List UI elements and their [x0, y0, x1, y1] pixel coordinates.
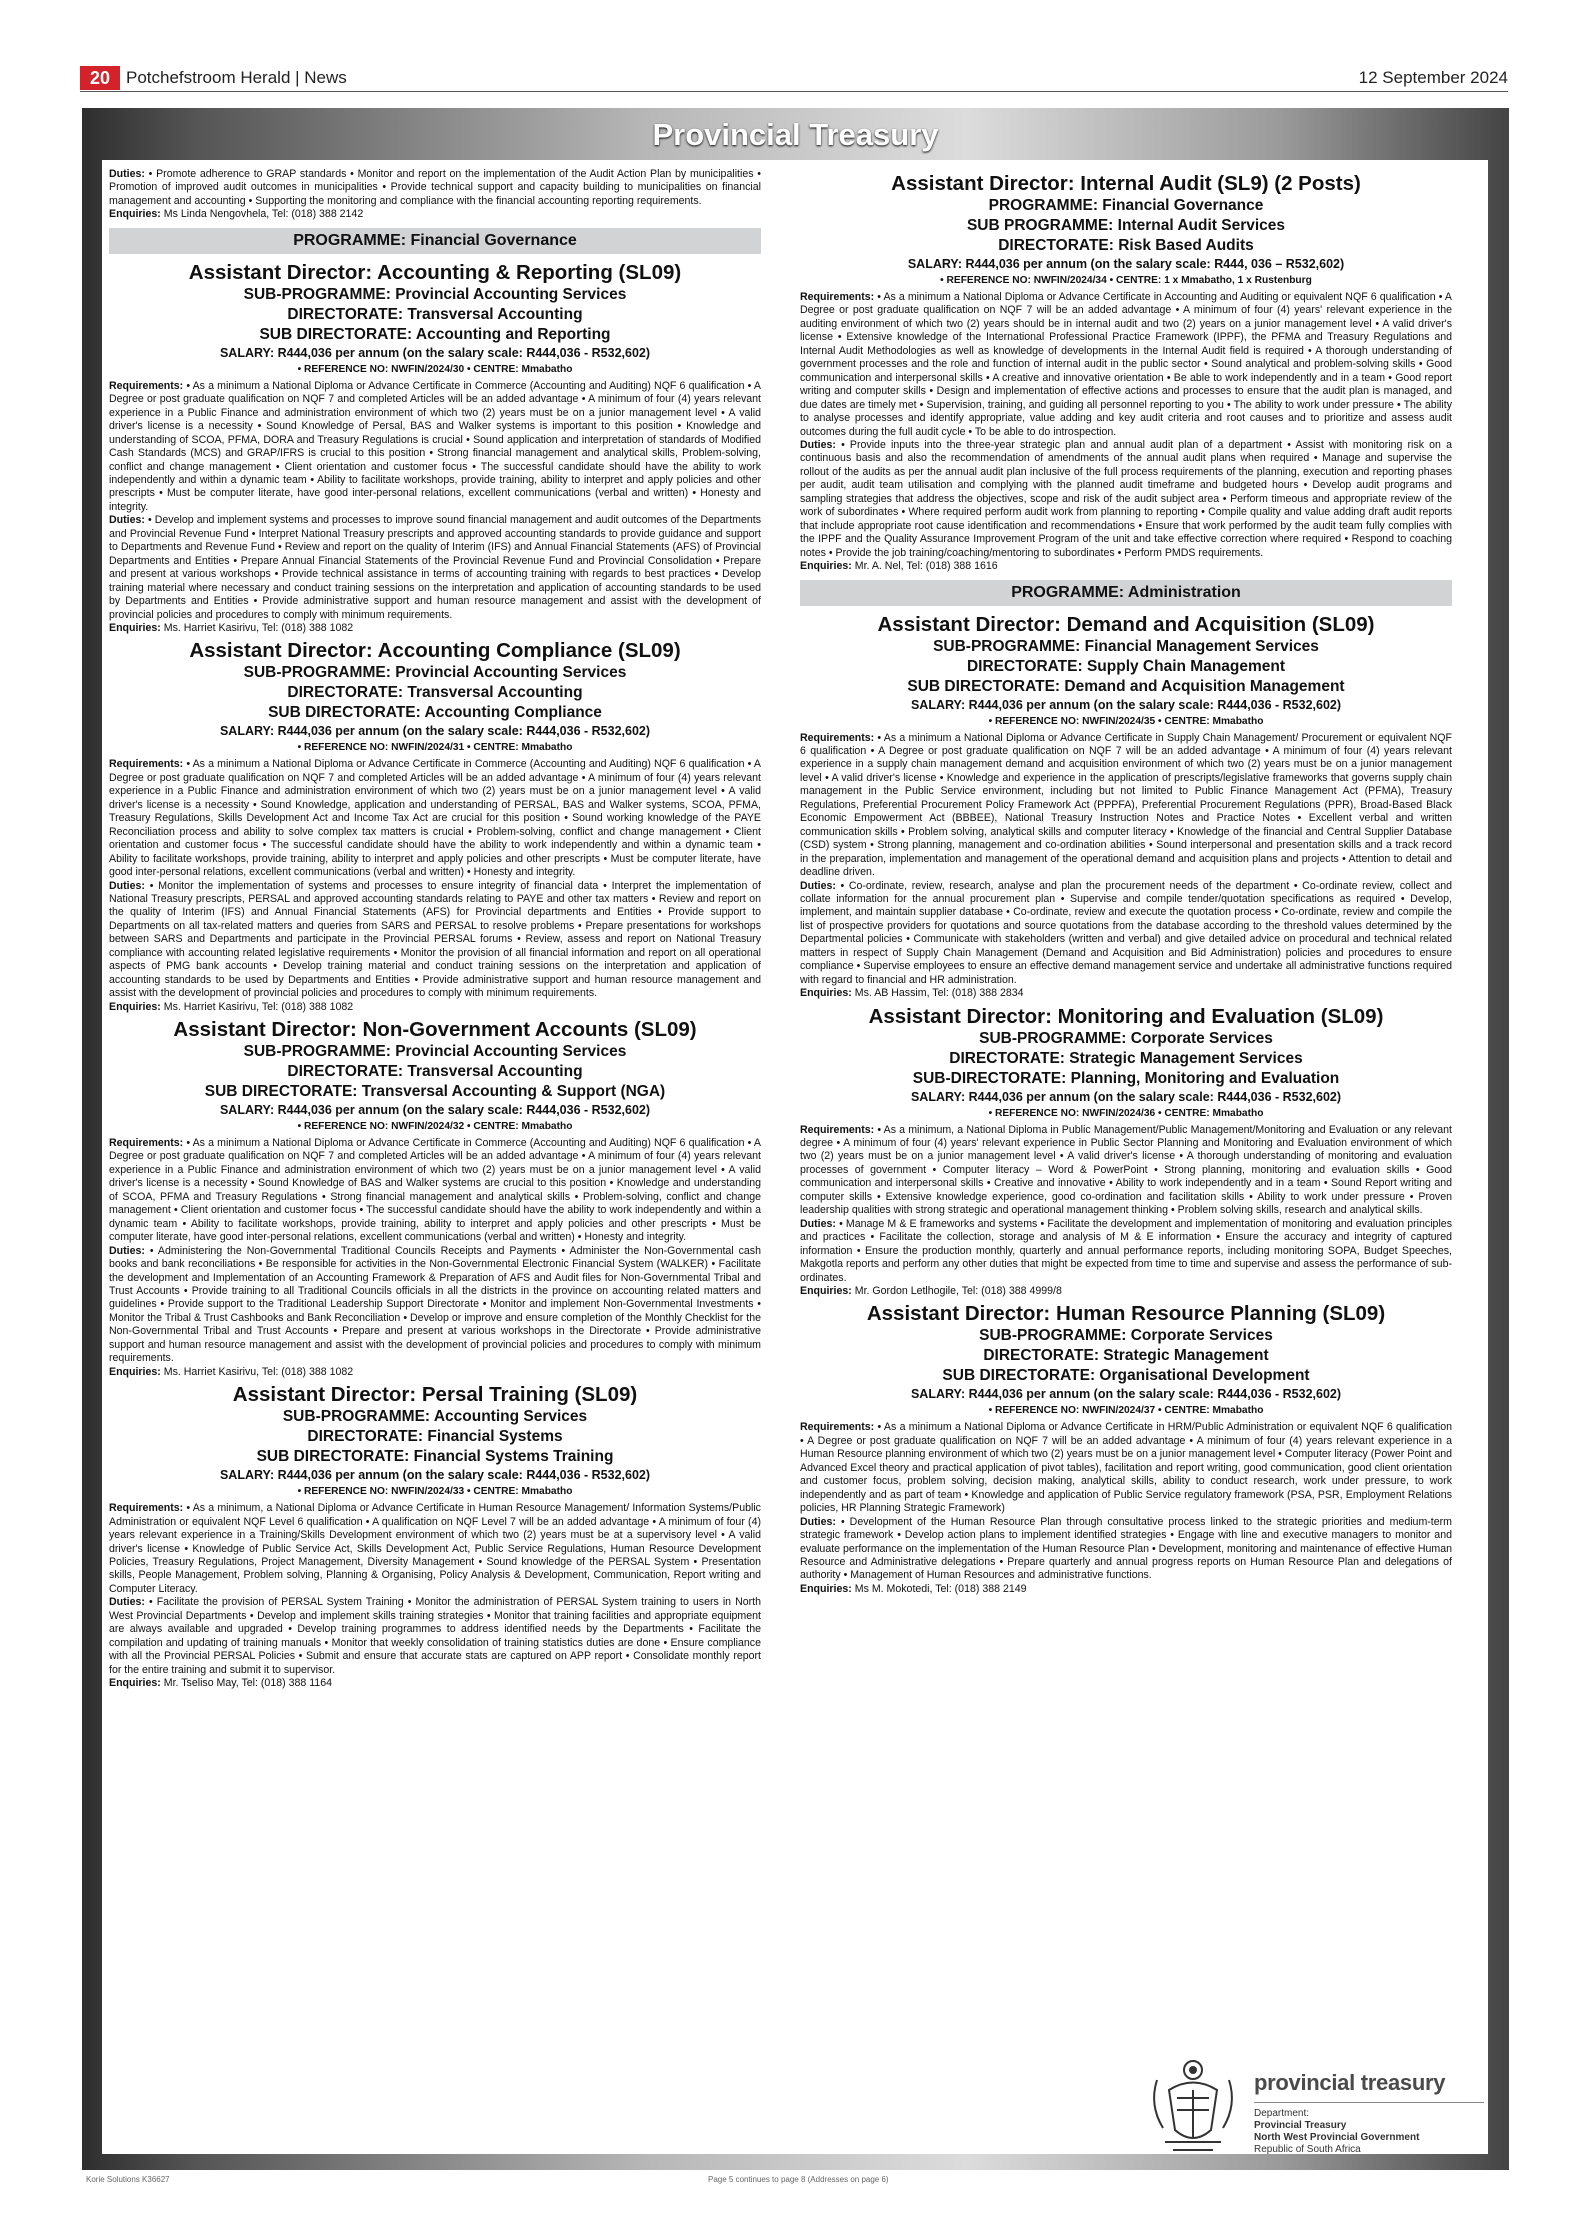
post-reference: • REFERENCE NO: NWFIN/2024/31 • CENTRE: Mmabatho — [297, 742, 573, 754]
post-title: Assistant Director: Internal Audit (SL9) (2 Posts) — [891, 172, 1361, 195]
duties-text-text: • Facilitate the provision of PERSAL System Training • Monitor the administration of PERSAL System training to users in North West Provincial Departments • Develop and implement skills training strategies • Monitor that training facilities and appropriate equipment are always available and upgraded • Develop training programmes to address identified needs by the Departments • Facilitate the compilation and updating of training manuals • Monitor that weekly consolidation of training statistics duties are done • Ensure compliance with all the Provincial PERSAL Policies • Submit and ensure that accurate stats are captured on APP report • Consolidate monthly report for the entire training and submit it to supervisor. — [109, 1596, 761, 1676]
post-directorate: DIRECTORATE: Transversal Accounting — [287, 305, 583, 323]
enquiries-text — [800, 1583, 1452, 1596]
enquiries-text — [109, 622, 761, 635]
enquiries-text-text: Mr. Gordon Letlhogile, Tel: (018) 388 4999/8 — [854, 1285, 1062, 1298]
duties-text-label: Duties: — [109, 879, 145, 892]
requirements-text — [800, 732, 1452, 880]
post-directorate: DIRECTORATE: Transversal Accounting — [287, 1063, 583, 1081]
enquiries-text — [109, 1001, 761, 1014]
enquiries-text-text: Ms. AB Hassim, Tel: (018) 388 2834 — [854, 987, 1024, 1000]
requirements-text — [109, 1137, 761, 1245]
requirements-text — [109, 758, 761, 879]
enquiries-text — [800, 987, 1452, 1000]
enquiries-text-text: Ms Linda Nengovhela, Tel: (018) 388 2142 — [163, 208, 364, 221]
duties-text-label: Duties: — [800, 879, 836, 892]
requirements-text-label: Requirements: — [800, 1421, 875, 1434]
logo-title: provincial treasury — [1254, 2070, 1446, 2095]
duties-text-label: Duties: — [109, 1244, 145, 1257]
requirements-text — [109, 1502, 761, 1596]
duties-text-label: Duties: — [109, 514, 145, 527]
duties-text-label: Duties: — [800, 438, 836, 451]
treasury-logo — [1139, 2050, 1509, 2158]
post-reference: • REFERENCE NO: NWFIN/2024/36 • CENTRE: Mmabatho — [988, 1107, 1264, 1119]
enquiries-text-label: Enquiries: — [800, 987, 852, 1000]
requirements-text-text: • As a minimum, a National Diploma or Advance Certificate in Human Resource Management/ Information Systems/Public Administration or equivalent NQF Level 6 qualification • A qualification on NQF Level 7 will be an added advantage • A minimum of four (4) years relevant experience in a Training/Skills Development environment of which two (2) years must be at a supervisory level • A valid driver's license • Knowledge of Public Service Act, Skills Development Act, Public Service Regulations, Human Resource Development Policies, Treasury Regulations, Project Management, Diversity Management • Sound knowledge of the PERSAL System • Presentation skills, People Management, Problem solving, Planning & Organising, Policy Analysis & Development, Communication, Report writing and Computer Literacy. — [109, 1502, 761, 1595]
enquiries-text — [800, 1285, 1452, 1298]
post-title: Assistant Director: Accounting & Reporting (SL09) — [188, 260, 682, 284]
enquiries-text — [800, 560, 1452, 573]
enquiries-text-text: Ms. Harriet Kasirivu, Tel: (018) 388 1082 — [163, 1000, 354, 1013]
requirements-text-text: • As a minimum a National Diploma or Advance Certificate in Commerce (Accounting and Auditing) NQF 6 qualification • A Degree or post graduate qualification on NQF 7 and completed Articles will be an added advantage • A minimum of four (4) years relevant experience in a Public Finance and administration environment of which two (2) years must be on a junior management level • A valid driver's license is a necessity • Sound Knowledge of Persal, BAS and Walker systems is important to this position • Knowledge and understanding of SCOA, PFMA, DORA and Treasury Regulations is crucial • Sound application and interpretation of standards of Modified Cash Standards (MCS) and GRAP/IFRS is crucial to this position • Strong financial management and analytical skills, Problem-solving, conflict and change management • Client orientation and customer focus • The successful candidate should have the ability to work independently and within a dynamic team • Ability to facilitate workshops, provide training, ability to interpret and apply policies and other prescripts • Must be computer literate, have good inter-personal relations, excellent communications (verbal and written) • Honesty and integrity. — [109, 379, 761, 513]
duties-text — [800, 880, 1452, 988]
enquiries-text-label: Enquiries: — [109, 1365, 161, 1378]
enquiries-text — [109, 1366, 761, 1379]
duties-text-text: • Development of the Human Resource Plan through consultative process linked to the strategic priorities and medium-term strategic framework • Develop action plans to implement identified strategies • Engage with line and executive managers to monitor and evaluate performance on the implementation of the Human Resource Plan • Development, monitoring and maintenance of effective Human Resource and Administrative delegations • Prepare quarterly and annual progress reports on Human Resource Plan and delegations of authority • Management of Human Resources and administrative functions. — [800, 1515, 1452, 1582]
footer-credit: Korie Solutions K36627 — [86, 2175, 170, 2184]
post-directorate: DIRECTORATE: Strategic Management — [983, 1347, 1269, 1365]
issue-date: 12 September 2024 — [1358, 68, 1508, 87]
post-salary: SALARY: R444,036 per annum (on the salary scale: R444,036 - R532,602) — [910, 1089, 1342, 1104]
post-reference: • REFERENCE NO: NWFIN/2024/33 • CENTRE: Mmabatho — [297, 1486, 573, 1498]
coat-of-arms-icon — [1139, 2050, 1247, 2158]
post-directorate: SUB-PROGRAMME: Financial Management Services — [933, 637, 1319, 655]
post-salary: SALARY: R444,036 per annum (on the salary scale: R444, 036 – R532,602) — [907, 257, 1345, 271]
requirements-text-label: Requirements: — [800, 1123, 875, 1136]
enquiries-text-label: Enquiries: — [800, 560, 852, 573]
duties-text-text: • Monitor the implementation of systems and processes to ensure integrity of financial data • Interpret the implementation of National Treasury prescripts, PERSAL and approved accounting standards relating to PAYE and other tax matters • Review and report on the quality of Interim (IFS) and Annual Financial Statements (AFS) for Provincial departments and Entities • Provide support to Departments on all tax-related matters and queries from SARS and PERSAL to resolve problems • Prepare presentations for workshops between SARS and Departments and participate in the Provincial PERSAL forums • Review, assess and report on National Treasury compliance with accounting related legislative requirements • Monitor the provision of all financial information and report on all operational aspects of PMG bank accounts • Develop training material and conduct training sessions on the interpretation and application of accounting standards to be used by Departments and Entities • Provide administrative support and human resource management and assist with the development of provincial policies and procedures to comply with minimum requirements. — [109, 879, 761, 1000]
requirements-text-text: • As a minimum a National Diploma or Advance Certificate in Supply Chain Management/ Procurement or equivalent NQF 6 qualification • A Degree or post graduate qualification on NQF 7 will be an added advantage • A minimum of four (4) years relevant experience in a supply chain management demand and acquisition environment of which two (2) years must be on a junior management level • A valid driver's license • Knowledge and experience in the application of prescripts/legislative frameworks that governs supply chain management in the Public Service environment, including but not limited to Public Finance Management Act (PFMA), Treasury Regulations, Preferential Procurement Policy Framework Act (PPPFA), Preferential Procurement Regulations (PPR), Broad-Based Black Economic Empowerment Act (BBBEE), National Treasury Instruction Notes and Practice Notes • Excellent verbal and written communication skills • Problem solving, analytical skills and computer literacy • Knowledge of the financial and Central Supplier Database (CSD) system • Strong planning, management and co-ordination abilities • Sound interpersonal and presentation skills and a track record in the preparation, implementation and management of the operational demand and acquisition plans and projects • Attention to detail and deadline driven. — [800, 731, 1452, 879]
post-title: Assistant Director: Accounting Compliance (SL09) — [189, 639, 681, 663]
post-reference: • REFERENCE NO: NWFIN/2024/37 • CENTRE: Mmabatho — [988, 1405, 1264, 1417]
masthead — [80, 66, 1508, 92]
post-title: Assistant Director: Human Resource Planning (SL09) — [866, 1302, 1386, 1326]
post-directorate: SUB PROGRAMME: Internal Audit Services — [966, 217, 1286, 234]
post-directorate: SUB-DIRECTORATE: Planning, Monitoring and Evaluation — [912, 1069, 1340, 1087]
post-reference: • REFERENCE NO: NWFIN/2024/34 • CENTRE: 1 x Mmabatho, 1 x Rustenburg — [940, 275, 1312, 286]
enquiries-text — [109, 208, 761, 221]
post-directorate: DIRECTORATE: Transversal Accounting — [287, 684, 583, 702]
duties-text — [109, 1596, 761, 1677]
duties-text — [800, 439, 1452, 560]
post-directorate: SUB-PROGRAMME: Corporate Services — [979, 1029, 1273, 1047]
duties-text — [109, 1245, 761, 1366]
page-number: 20 — [80, 66, 120, 90]
duties-text-text: • Provide inputs into the three-year strategic plan and annual audit plan of a department • Assist with monitoring risk on a continuous basis and also the recommendation of amendments of the annual audit plans when required • Manage and supervise the rollout of the audits as per the annual audit plan inclusive of the full process requirements of the planning, execution and reporting phases per audit, audit team utilisation and complying with the planned audit timeframe and budgeted hours • Develop audit programs and sampling strategies that address the objectives, scope and risk of the audit subject area • Perform timeous and appropriate review of the work of subordinates • Where required perform audit work from planning to reporting • Compile quality and value adding draft audit reports that include appropriate root cause identification and recommendations • Ensure that work performed by the audit team fully complies with the IPPF and the Quality Assurance Improvement Program of the unit and take effective correction where required • Respond to coaching notes • Provide the job training/coaching/mentoring to subordinates • Perform PMDS requirements. — [800, 438, 1452, 559]
left-column — [109, 168, 761, 1691]
post-reference: • REFERENCE NO: NWFIN/2024/32 • CENTRE: Mmabatho — [297, 1121, 573, 1133]
requirements-text — [800, 1421, 1452, 1515]
duties-text-text: • Promote adherence to GRAP standards • Monitor and report on the implementation of the Audit Action Plan by municipalities • Promotion of improved audit outcomes in municipalities • Provide technical support and capacity building to municipalities on financial management and accounting • Supporting the monitoring and compliance with the financial accounting reporting requirements. — [109, 168, 761, 207]
duties-text-text: • Develop and implement systems and processes to improve sound financial management and audit outcomes of the Departments and Provincial Revenue Fund • Interpret National Treasury prescripts and approved accounting standards to provide guidance and support to Departments and Revenue Fund • Review and report on the quality of Interim (IFS) and Annual Financial Statements (AFS) of Provincial Departments and Entities • Prepare Annual Financial Statements of the Provincial Revenue Fund and Provincial Consolidation • Prepare and present at various workshops • Provide technical assistance in terms of accounting training with regards to best practices • Develop training material where necessary and conduct training sessions on the interpretation and application of accounting standards to be used by Departments and Entities • Provide administrative support and human resource management and assist with the development of provincial policies and procedures to comply with minimum requirements. — [109, 514, 761, 621]
post-directorate: SUB DIRECTORATE: Demand and Acquisition Management — [907, 677, 1345, 695]
requirements-text — [800, 291, 1452, 439]
post-directorate: DIRECTORATE: Strategic Management Services — [949, 1049, 1303, 1067]
enquiries-text — [109, 1677, 761, 1690]
enquiries-text-text: Mr. A. Nel, Tel: (018) 388 1616 — [854, 560, 998, 573]
enquiries-text-text: Ms. Harriet Kasirivu, Tel: (018) 388 1082 — [163, 621, 354, 634]
post-directorate: SUB-PROGRAMME: Accounting Services — [282, 1408, 588, 1426]
requirements-text-label: Requirements: — [800, 731, 875, 744]
requirements-text-text: • As a minimum a National Diploma or Advance Certificate in HRM/Public Administration or equivalent NQF 6 qualification • A Degree or post graduate qualification on NQF 7 will be an added advantage • A minimum of four (4) years relevant experience in a Human Resource planning environment of which two (2) years must be on a junior management level • Computer literacy (Power Point and Advanced Excel theory and practical application of pivot tables), facilitation and report writing, good communication, good client orientation and customer focus, problem solving, decision making, analytical skills, ability to conduct research, work under pressure, to work independently and as part of team • Knowledge and application of Public Service regulatory framework (PSA, PSR, Employment Relations policies, HR Planning Strategic Framework) — [800, 1421, 1453, 1515]
post-reference: • REFERENCE NO: NWFIN/2024/30 • CENTRE: Mmabatho — [297, 363, 573, 375]
post-salary: SALARY: R444,036 per annum (on the salary scale: R444,036 - R532,602) — [219, 1103, 651, 1118]
logo-divider — [1254, 2102, 1484, 2103]
post-directorate: SUB DIRECTORATE: Accounting Compliance — [268, 704, 602, 722]
enquiries-text-label: Enquiries: — [800, 1582, 852, 1595]
duties-text-label: Duties: — [109, 1596, 145, 1609]
enquiries-text-text: Ms. Harriet Kasirivu, Tel: (018) 388 1082 — [163, 1365, 354, 1378]
footer-note: Page 5 continues to page 8 (Addresses on page 6) — [708, 2175, 889, 2184]
duties-text-text: • Manage M & E frameworks and systems • Facilitate the development and implementation of monitoring and evaluation principles and practices • Facilitate the collection, storage and analysis of M & E information • Ensure the accuracy and integrity of captured information • Ensure the production monthly, quarterly and annual performance reports, including monitoring SOPA, Budget Speeches, Makgotla reports and perform any other duties that might be expected from time to time and supervise and assess the performance of sub-ordinates. — [800, 1217, 1452, 1284]
enquiries-text-label: Enquiries: — [109, 1677, 161, 1690]
logo-line: Department: — [1254, 2108, 1310, 2119]
duties-text — [800, 1218, 1452, 1285]
programme-heading: PROGRAMME: Administration — [800, 580, 1452, 606]
duties-text — [800, 1516, 1452, 1583]
post-directorate: SUB-PROGRAMME: Provincial Accounting Services — [243, 664, 627, 682]
requirements-text-label: Requirements: — [109, 758, 184, 771]
post-directorate: SUB-PROGRAMME: Provincial Accounting Services — [243, 285, 627, 303]
requirements-text-text: • As a minimum, a National Diploma in Public Management/Public Management/Monitoring and Evaluation or any relevant degree • A minimum of four (4) years' relevant experience in Public Sector Planning and Monitoring and Evaluation environment of which two (2) years must be on a junior management level • A valid driver's license • A thorough understanding of monitoring and evaluation processes of government • Computer literacy – Word & PowerPoint • Strong planning, monitoring and evaluation skills • Good communication and interpersonal skills • Creative and innovative • Ability to work independently and in a team • Sound Report writing and computer skills • Extensive knowledge experience, good co-ordination and facilitation skills • Ability to work under pressure • Proven leadership qualities with strong strategic and operational management thinking • Problem solving skills, research and analytical skills. — [800, 1123, 1452, 1217]
post-title: Assistant Director: Demand and Acquisition (SL09) — [877, 612, 1375, 636]
post-salary: SALARY: R444,036 per annum (on the salary scale: R444,036 - R532,602) — [910, 1387, 1342, 1402]
enquiries-text-text: Ms M. Mokotedi, Tel: (018) 388 2149 — [854, 1582, 1027, 1595]
post-title: Assistant Director: Monitoring and Evaluation (SL09) — [868, 1004, 1384, 1028]
requirements-text — [800, 1124, 1452, 1218]
post-salary: SALARY: R444,036 per annum (on the salary scale: R444,036 - R532,602) — [219, 345, 651, 360]
requirements-text-label: Requirements: — [800, 291, 875, 303]
requirements-text-label: Requirements: — [109, 379, 184, 392]
post-salary: SALARY: R444,036 per annum (on the salary scale: R444,036 - R532,602) — [219, 724, 651, 739]
logo-line: Provincial Treasury — [1254, 2120, 1347, 2131]
post-reference: • REFERENCE NO: NWFIN/2024/35 • CENTRE: Mmabatho — [988, 715, 1264, 727]
logo-line: Republic of South Africa — [1254, 2144, 1361, 2155]
post-directorate: SUB DIRECTORATE: Accounting and Reporting — [259, 325, 611, 343]
post-directorate: SUB DIRECTORATE: Transversal Accounting & Support (NGA) — [204, 1083, 666, 1101]
post-directorate: PROGRAMME: Financial Governance — [988, 197, 1264, 214]
enquiries-text-label: Enquiries: — [109, 208, 161, 221]
requirements-text-label: Requirements: — [109, 1137, 184, 1150]
post-directorate: DIRECTORATE: Supply Chain Management — [966, 657, 1286, 675]
duties-text — [109, 168, 761, 208]
advert-panel — [102, 160, 1488, 2154]
advert-banner: Provincial Treasury — [652, 117, 939, 152]
duties-text — [109, 880, 761, 1001]
enquiries-text-label: Enquiries: — [800, 1285, 852, 1298]
post-directorate: SUB DIRECTORATE: Organisational Development — [942, 1367, 1310, 1385]
post-salary: SALARY: R444,036 per annum (on the salary scale: R444,036 - R532,602) — [219, 1468, 651, 1483]
duties-text-text: • Administering the Non-Governmental Traditional Councils Receipts and Payments • Administer the Non-Governmental cash books and bank reconciliations • Be responsible for activities in the Non-Governmental Electronic Financial System (WALKER) • Facilitate the development and Implementation of an Accounting Framework & Preparation of AFS and Audit files for Non-Governmental Tribal and Trust Accounts • Provide training to all Traditional Councils officials in all the districts in the province on accounting related matters and guidelines • Provide support to the Traditional Leadership Support Directorate • Monitor and implement Non-Governmental Investments • Monitor the Tribal & Trust Cashbooks and Bank Reconciliation • Develop or improve and ensure completion of the Monthly Checklist for the Non-Governmental Tribal and Trust Accounts • Prepare and present at various workshops in the Directorate • Provide administrative support and human resource management and assist with the development of provincial policies and procedures to comply with minimum requirements. — [109, 1244, 761, 1365]
requirements-text-text: • As a minimum a National Diploma or Advance Certificate in Commerce (Accounting and Auditing) NQF 6 qualification • A Degree or post graduate qualification on NQF 7 and completed Articles will be an added advantage • A minimum of four (4) years relevant experience in a Public Finance and administration environment of which two (2) years must be on a junior management level • A valid driver's license is a necessity • Sound Knowledge, application and understanding of PERSAL, BAS and Walker systems, SCOA, PFMA, Treasury Regulations, Skills Development Act and Income Tax Act are crucial for this position • Sound working knowledge of the PAYE Reconciliation process and ability to solve complex tax matters is crucial • Problem-solving, conflict and change management • Client orientation and customer focus • The successful candidate should have the ability to work independently and within a dynamic team • Ability to facilitate workshops, provide training, ability to interpret and apply policies and other prescripts • Must be computer literate, have good inter-personal relations, excellent communications (verbal and written) • Honesty and integrity. — [109, 758, 761, 879]
post-directorate: DIRECTORATE: Risk Based Audits — [998, 237, 1254, 254]
logo-line: North West Provincial Government — [1254, 2132, 1420, 2143]
duties-text-text: • Co-ordinate, review, research, analyse and plan the procurement needs of the department • Co-ordinate review, collect and collate information for the annual procurement plan • Supervise and compile tender/quotation specifications as required • Develop, implement, and maintain supplier database • Co-ordinate, review and execute the quotation process • Co-ordinate, review and compile the list of prospective providers for quotations and source quotations from the database according to the threshold values determined by the Departmental policies • Communicate with stakeholders (written and verbal) and give detailed advice on procedural and technical related matters in respect of Supply Chain Management (Demand and Acquisition and Bid Administration) policies and procedures to ensure compliance • Supervise employees to ensure an effective demand management service and undertake all administrative functions required with regard to financial and HR administration. — [800, 879, 1452, 986]
enquiries-text-label: Enquiries: — [109, 621, 161, 634]
post-title: Assistant Director: Non-Government Accounts (SL09) — [173, 1018, 697, 1042]
right-column — [800, 168, 1452, 1596]
post-directorate: DIRECTORATE: Financial Systems — [307, 1428, 563, 1446]
programme-heading: PROGRAMME: Financial Governance — [109, 228, 761, 254]
requirements-text-text: • As a minimum a National Diploma or Advance Certificate in Commerce (Accounting and Auditing) NQF 6 qualification • A Degree or post graduate qualification on NQF 7 and completed Articles will be an added advantage • A minimum of four (4) years relevant experience in a Public Finance and administration environment of which two (2) years must be on a junior management level • A valid driver's license is a necessity • Sound Knowledge of BAS and Walker systems are crucial to this position • Knowledge and understanding of SCOA, PFMA and Treasury Regulations • Strong financial management and analytical skills • Problem-solving, conflict and change management • Client orientation and customer focus • The successful candidate should have the ability to work independently and within a dynamic team • Ability to facilitate workshops, provide training, ability to interpret and apply policies and other prescripts • Must be computer literate, have good inter-personal relations, excellent communications (verbal and written) • Honesty and integrity. — [109, 1137, 761, 1244]
publication-name: Potchefstroom Herald | News — [126, 68, 347, 87]
enquiries-text-label: Enquiries: — [109, 1000, 161, 1013]
duties-text-label: Duties: — [109, 168, 145, 180]
requirements-text-text: • As a minimum a National Diploma or Advance Certificate in Accounting and Auditing or equivalent NQF 6 qualification • A Degree or post graduate qualification on NQF 7 will be an added advantage • A minimum of four (4) years' relevant experience in the auditing environment of which two (2) years should be in internal audit and two (2) years on a junior management level • A valid driver's license • Extensive knowledge of the International Professional Practice Framework (IPPF), the PFMA and Treasury Regulations and Internal Audit Methodologies as well as knowledge of developments in the Internal Audit field is required • A thorough understanding of government processes and the role and function of internal audit in the public sector • Sound analytical and problem-solving skills • Good communication and interpersonal skills • A creative and innovative orientation • Be able to work independently and in a team • Good report writing and computer skills • Design and implementation of effective actions and processes to ensure that the audit plan is managed, and due dates are timely met • Supervision, training, and guiding all personnel reporting to you • The ability to work under pressure • The ability to analyse processes and identify appropriate, value adding and key audit criteria and root causes and to prioritize and assess audit outcomes during the full audit cycle • To be able to do introspection. — [800, 291, 1452, 438]
requirements-text-label: Requirements: — [109, 1502, 184, 1515]
post-directorate: SUB-PROGRAMME: Provincial Accounting Services — [243, 1043, 627, 1061]
post-directorate: SUB DIRECTORATE: Financial Systems Training — [256, 1448, 614, 1466]
duties-text-label: Duties: — [800, 1515, 836, 1528]
enquiries-text-text: Mr. Tseliso May, Tel: (018) 388 1164 — [163, 1677, 332, 1690]
post-title: Assistant Director: Persal Training (SL09) — [232, 1383, 638, 1407]
requirements-text — [109, 380, 761, 515]
duties-text — [109, 514, 761, 622]
advert-frame — [82, 108, 1509, 2170]
post-salary: SALARY: R444,036 per annum (on the salary scale: R444,036 - R532,602) — [910, 697, 1342, 712]
duties-text-label: Duties: — [800, 1217, 836, 1230]
post-directorate: SUB-PROGRAMME: Corporate Services — [979, 1327, 1273, 1345]
